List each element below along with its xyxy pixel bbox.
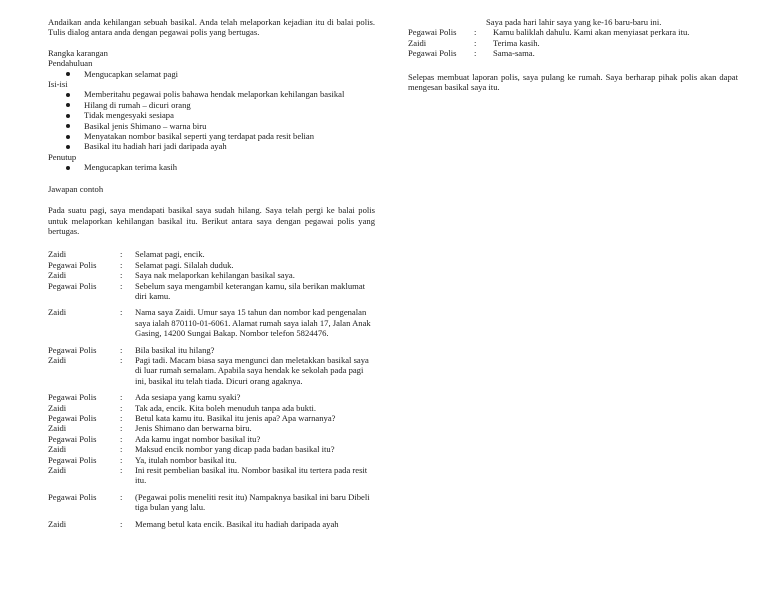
- colon-separator: :: [120, 307, 123, 318]
- dialogue-row: [48, 519, 375, 529]
- dialogue-text: Nama saya Zaidi. Umur saya 15 tahun dan nombor kad pengenalan saya ialah 870110-01-6061. Alamat rumah saya ialah 17, Jalan Anak Gasing, 14200 Sungai Bakap. Nombor telefon 5824476.: [135, 307, 371, 339]
- sample-intro: Pada suatu pagi, saya mendapati basikal saya sudah hilang. Saya telah pergi ke balai polis untuk melaporkan kehilangan basikal itu. Berikut antara saya dengan pegawai polis yang bertugas.: [48, 205, 375, 236]
- bullet-icon: [66, 103, 70, 107]
- instruction-text: Andaikan anda kehilangan sebuah basikal. Anda telah melaporkan kejadian itu di balai polis. Tulis dialog antara anda dengan pegawai polis yang bertugas.: [48, 17, 375, 38]
- dialogue-row: [48, 434, 375, 444]
- bullet-icon: [66, 124, 70, 128]
- speaker-name: Zaidi: [48, 402, 67, 413]
- colon-separator: :: [120, 423, 123, 434]
- list-item: Tidak mengesyaki sesiapa: [48, 110, 375, 120]
- dialogue-text: Saya nak melaporkan kehilangan basikal saya.: [135, 270, 295, 281]
- dialogue-row: [408, 27, 738, 37]
- colon-separator: :: [120, 465, 123, 476]
- colon-separator: :: [474, 37, 477, 48]
- dialogue-text: Jenis Shimano dan berwarna biru.: [135, 423, 252, 434]
- dialogue-text: Selamat pagi, encik.: [135, 249, 205, 260]
- dialogue-row: [48, 444, 375, 454]
- dialogue-list: [48, 249, 375, 529]
- colon-separator: :: [120, 249, 123, 260]
- dialogue-text: Kamu baliklah dahulu. Kami akan menyiasat perkara itu.: [493, 27, 690, 38]
- speaker-name: Pegawai Polis: [48, 344, 97, 355]
- speaker-name: Zaidi: [48, 354, 67, 365]
- dialogue-row: [48, 281, 375, 302]
- dialogue-row: [48, 270, 375, 280]
- speaker-name: Zaidi: [48, 465, 67, 476]
- colon-separator: :: [120, 344, 123, 355]
- dialogue-text: Sebelum saya mengambil keterangan kamu, sila berikan maklumat diri kamu.: [135, 280, 366, 301]
- dialogue-row: [48, 307, 375, 338]
- dialogue-row: [48, 249, 375, 259]
- speaker-name: Pegawai Polis: [48, 259, 97, 270]
- dialogue-text: Selamat pagi. Silalah duduk.: [135, 259, 234, 270]
- body-list: [48, 89, 375, 151]
- dialogue-text: Sama-sama.: [493, 48, 535, 59]
- bullet-icon: [66, 145, 70, 149]
- colon-separator: :: [120, 280, 123, 291]
- dialogue-row: [48, 260, 375, 270]
- colon-separator: :: [120, 392, 123, 403]
- outline-heading: Rangka karangan: [48, 47, 108, 58]
- list-item: Basikal jenis Shimano – warna biru: [48, 121, 375, 131]
- dialogue-row: [408, 48, 738, 58]
- dialogue-list: [408, 27, 738, 58]
- list-item: Hilang di rumah – dicuri orang: [48, 100, 375, 110]
- dialogue-text: Maksud encik nombor yang dicap pada badan basikal itu?: [135, 444, 335, 455]
- colon-separator: :: [120, 354, 123, 365]
- dialogue-row: [48, 465, 375, 486]
- dialogue-text: Ini resit pembelian basikal itu. Nombor basikal itu tertera pada resit itu.: [135, 465, 368, 486]
- bullet-icon: [66, 166, 70, 170]
- dialogue-text: Ada sesiapa yang kamu syaki?: [135, 392, 241, 403]
- speaker-name: Pegawai Polis: [48, 454, 97, 465]
- intro-list: [48, 69, 375, 79]
- dialogue-text: Bila basikal itu hilang?: [135, 344, 215, 355]
- dialogue-text: Terima kasih.: [493, 37, 540, 48]
- list-item: Basikal itu hadiah hari jadi daripada ayah: [48, 141, 375, 151]
- dialogue-row: [48, 345, 375, 355]
- dialogue-text: Tak ada, encik. Kita boleh menuduh tanpa ada bukti.: [135, 402, 317, 413]
- intro-label: Pendahuluan: [48, 58, 93, 69]
- list-item: Memberitahu pegawai polis bahawa hendak melaporkan kehilangan basikal: [48, 89, 375, 99]
- bullet-icon: [66, 72, 70, 76]
- bullet-icon: [66, 114, 70, 118]
- body-label: Isi-isi: [48, 79, 68, 90]
- sample-heading: Jawapan contoh: [48, 183, 104, 194]
- speaker-name: Zaidi: [408, 37, 427, 48]
- left-column: [48, 17, 375, 529]
- speaker-name: Pegawai Polis: [48, 392, 97, 403]
- colon-separator: :: [120, 270, 123, 281]
- dialogue-row: [48, 392, 375, 402]
- dialogue-row: [48, 492, 375, 513]
- dialogue-text: Pagi tadi. Macam biasa saya mengunci dan meletakkan basikal saya di luar rumah semalam. Apabila saya hendak ke sekolah pada pagi ini, basikal itu telah tiada. Dicuri orang agaknya.: [135, 354, 369, 386]
- speaker-name: Zaidi: [48, 249, 67, 260]
- colon-separator: :: [120, 491, 123, 502]
- dialogue-continuation: Saya pada hari lahir saya yang ke-16 baru-baru ini.: [486, 17, 662, 27]
- dialogue-row: [48, 355, 375, 386]
- dialogue-row: [408, 38, 738, 48]
- colon-separator: :: [474, 27, 477, 38]
- list-item: Mengucapkan terima kasih: [48, 162, 375, 172]
- list-item: Mengucapkan selamat pagi: [48, 69, 375, 79]
- speaker-name: Pegawai Polis: [48, 491, 97, 502]
- speaker-name: Zaidi: [48, 270, 67, 281]
- dialogue-text: Ya, itulah nombor basikal itu.: [135, 454, 237, 465]
- colon-separator: :: [120, 402, 123, 413]
- speaker-name: Pegawai Polis: [408, 27, 457, 38]
- dialogue-text: (Pegawai polis meneliti resit itu) Nampaknya basikal ini baru Dibeli tiga bulan yang lalu.: [135, 491, 370, 513]
- dialogue-row: [48, 413, 375, 423]
- colon-separator: :: [120, 454, 123, 465]
- speaker-name: Zaidi: [48, 518, 67, 529]
- speaker-name: Zaidi: [48, 444, 67, 455]
- speaker-name: Pegawai Polis: [48, 433, 97, 444]
- speaker-name: Zaidi: [48, 307, 67, 318]
- closing-list: [48, 162, 375, 172]
- speaker-name: Pegawai Polis: [48, 413, 97, 423]
- list-item: Menyatakan nombor basikal seperti yang terdapat pada resit belian: [48, 131, 375, 141]
- dialogue-row: [48, 455, 375, 465]
- closing-paragraph: Selepas membuat laporan polis, saya pulang ke rumah. Saya berharap pihak polis akan dapat mengesan basikal saya itu.: [408, 71, 738, 93]
- dialogue-row: [48, 403, 375, 413]
- colon-separator: :: [474, 48, 477, 59]
- right-column: [408, 17, 738, 92]
- colon-separator: :: [120, 259, 123, 270]
- bullet-icon: [66, 135, 70, 139]
- speaker-name: Pegawai Polis: [408, 48, 457, 59]
- colon-separator: :: [120, 433, 123, 444]
- speaker-name: Pegawai Polis: [48, 280, 97, 291]
- speaker-name: Zaidi: [48, 423, 67, 434]
- dialogue-row: [48, 423, 375, 433]
- colon-separator: :: [120, 444, 123, 455]
- closing-label: Penutup: [48, 151, 77, 162]
- colon-separator: :: [120, 518, 123, 529]
- dialogue-text: Ada kamu ingat nombor basikal itu?: [135, 433, 261, 444]
- bullet-icon: [66, 93, 70, 97]
- dialogue-text: Memang betul kata encik. Basikal itu hadiah daripada ayah: [135, 518, 339, 529]
- dialogue-text: Betul kata kamu itu. Basikal itu jenis apa? Apa warnanya?: [135, 413, 336, 423]
- colon-separator: :: [120, 413, 123, 423]
